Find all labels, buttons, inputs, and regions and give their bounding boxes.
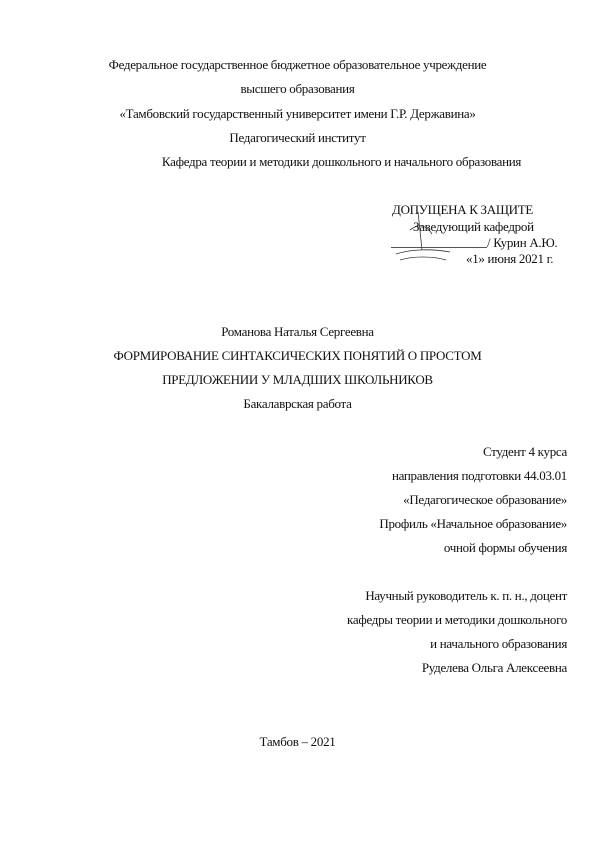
student-direction: направления подготовки 44.03.01 <box>391 468 567 483</box>
supervisor-position: Научный руководитель к. п. н., доцент <box>365 588 567 603</box>
approval-name: / Курин А.Ю. <box>487 235 558 250</box>
university-name: «Тамбовский государственный университет имени Г.Р. Державина» <box>119 106 476 121</box>
approval-role: Заведующий кафедрой <box>413 219 534 234</box>
thesis-title-line-1: ФОРМИРОВАНИЕ СИНТАКСИЧЕСКИХ ПОНЯТИЙ О ПРОСТОМ <box>113 348 482 363</box>
approval-date: «1» июня 2021 г. <box>466 251 554 266</box>
author-name: Романова Наталья Сергеевна <box>221 324 374 339</box>
supervisor-name: Руделева Ольга Алексеевна <box>421 660 567 675</box>
work-type: Бакалаврская работа <box>243 396 352 411</box>
approval-title: ДОПУЩЕНА К ЗАЩИТЕ <box>392 202 534 217</box>
institute-name: Педагогический институт <box>229 130 366 145</box>
thesis-title-line-2: ПРЕДЛОЖЕНИИ У МЛАДШИХ ШКОЛЬНИКОВ <box>162 372 433 387</box>
department-name: Кафедра теории и методики дошкольного и начального образования <box>161 154 522 169</box>
supervisor-department-2: и начального образования <box>430 636 567 651</box>
handwritten-signature <box>388 210 458 270</box>
city-year: Тамбов – 2021 <box>259 734 336 749</box>
student-program: «Педагогическое образование» <box>403 492 567 507</box>
supervisor-department-1: кафедры теории и методики дошкольного <box>347 612 567 627</box>
student-study-form: очной формы обучения <box>443 540 567 555</box>
institution-line-2: высшего образования <box>240 81 355 96</box>
student-course: Студент 4 курса <box>482 444 567 459</box>
student-profile: Профиль «Начальное образование» <box>379 516 567 531</box>
institution-line-1: Федеральное государственное бюджетное образовательное учреждение <box>108 57 487 72</box>
